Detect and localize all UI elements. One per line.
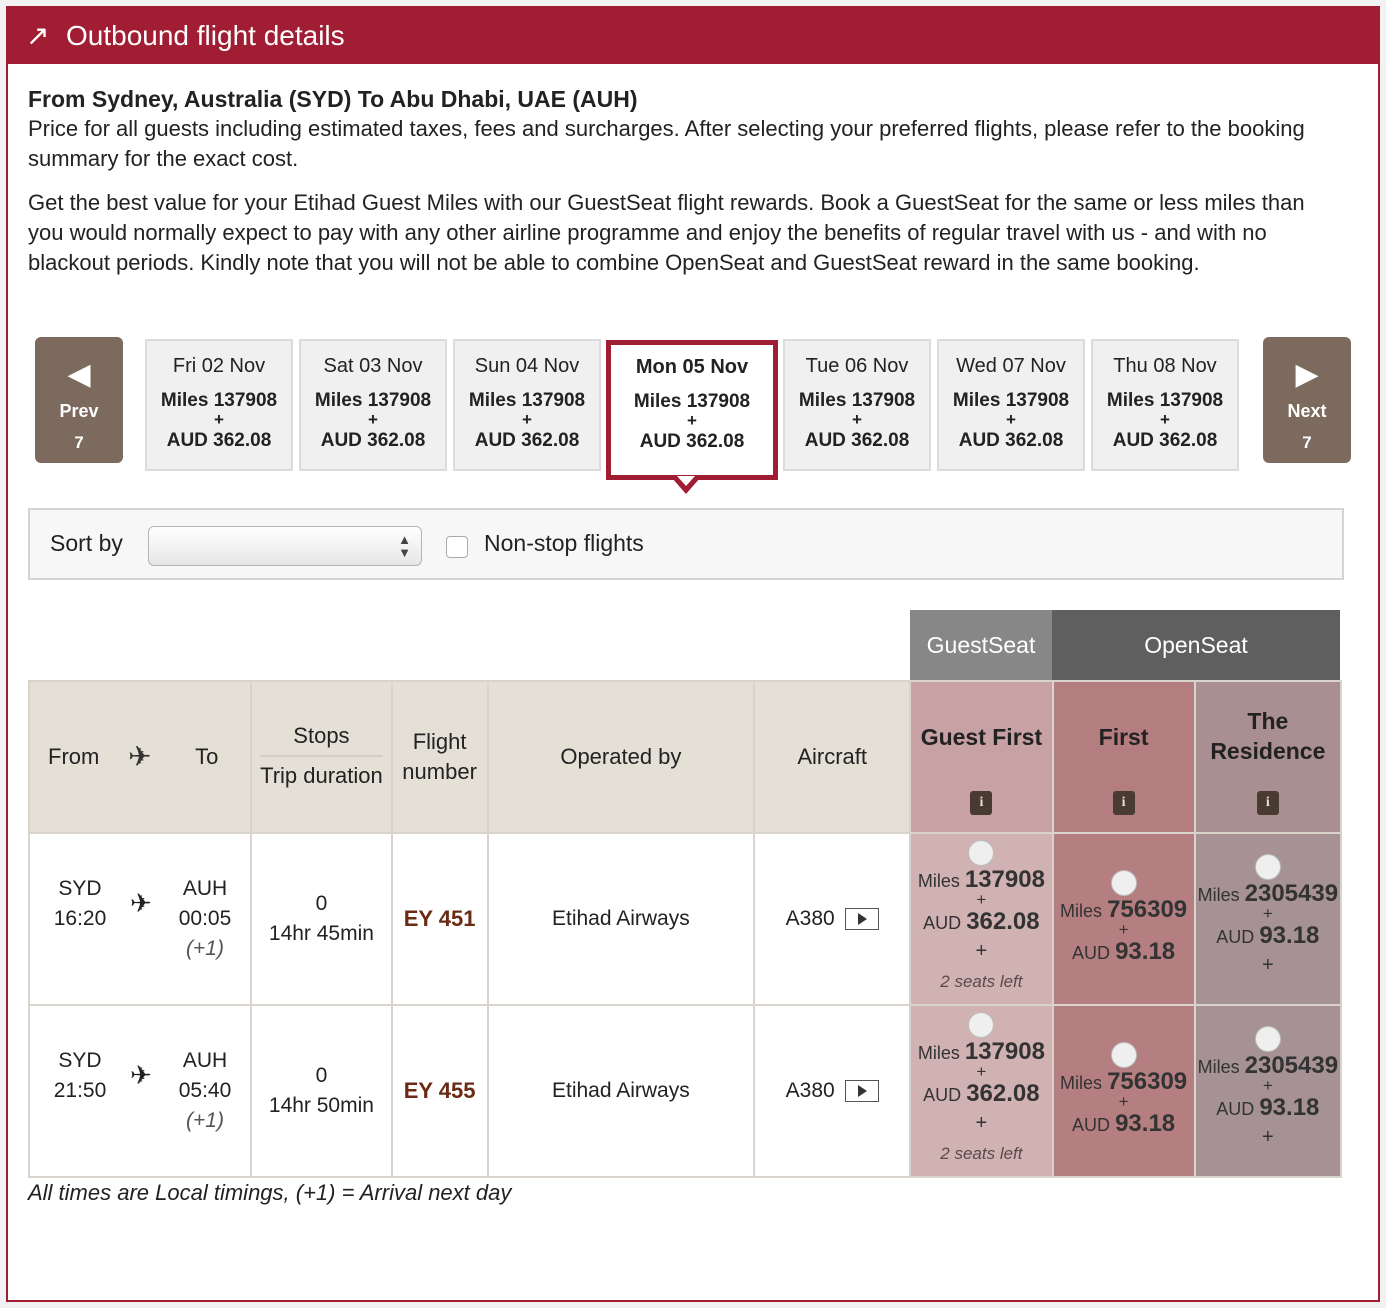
panel-title: Outbound flight details <box>66 20 345 51</box>
fare-radio[interactable] <box>1255 854 1281 880</box>
origin-code: SYD <box>58 1049 102 1072</box>
table-row <box>29 1005 1341 1177</box>
panel-header <box>8 8 1378 64</box>
seats-left: 2 seats left <box>940 972 1023 991</box>
prev-count: 7 <box>74 433 84 452</box>
fare-radio[interactable] <box>968 1012 994 1038</box>
fare-aud: 362.08 <box>966 1080 1040 1107</box>
date-miles: Miles 137908 <box>160 390 278 411</box>
next-day-marker: (+1) <box>186 1109 224 1132</box>
table-header-row <box>29 681 1341 833</box>
timing-footnote: All times are Local timings, (+1) = Arrival next day <box>28 1180 512 1205</box>
fare-radio[interactable] <box>1111 1042 1137 1068</box>
aircraft-cell <box>754 833 910 1005</box>
first-fare-cell[interactable]: Miles 756309 + AUD 93.18 <box>1053 1005 1195 1177</box>
guest-first-fare-cell[interactable]: Miles 137908 + AUD 362.08 + 2 seats left <box>910 1005 1052 1177</box>
plane-icon: ✈ <box>130 888 152 918</box>
destination-code: AUH <box>182 1049 228 1072</box>
date-aud: AUD 362.08 <box>804 430 910 451</box>
aircraft-type: A380 <box>785 1079 835 1102</box>
flights-table <box>28 680 1342 1178</box>
guestseat-group-header: GuestSeat <box>910 610 1052 680</box>
fare-radio[interactable] <box>1255 1026 1281 1052</box>
prev-label: Prev <box>59 401 99 421</box>
date-plus: + <box>1160 410 1170 429</box>
fare-miles: 2305439 <box>1244 880 1339 907</box>
next-count: 7 <box>1302 433 1312 452</box>
info-icon[interactable]: i <box>1113 791 1135 815</box>
date-plus: + <box>1006 410 1016 429</box>
prev-dates-button[interactable] <box>35 337 123 463</box>
chevron-right-icon: ▶ <box>1295 358 1319 391</box>
sort-select[interactable] <box>148 526 422 566</box>
info-icon[interactable]: i <box>970 791 992 815</box>
depart-time: 21:50 <box>53 1079 107 1102</box>
col-from: From <box>48 744 100 769</box>
chevron-left-icon: ◀ <box>67 358 91 391</box>
aircraft-type: A380 <box>785 907 835 930</box>
col-stops: Stops <box>260 723 382 757</box>
arrive-time: 05:40 <box>178 1079 232 1102</box>
date-label: Mon 05 Nov <box>635 356 749 378</box>
date-label: Wed 07 Nov <box>956 355 1066 377</box>
residence-fare-cell[interactable]: Miles 2305439 + AUD 93.18 + <box>1195 1005 1341 1177</box>
date-tab-sun-04[interactable] <box>453 339 601 471</box>
first-label: First <box>1098 724 1149 750</box>
sort-label: Sort by <box>50 530 123 556</box>
col-flight-number: Flight number <box>392 681 488 833</box>
stops-cell <box>251 833 391 1005</box>
date-miles: Miles 137908 <box>798 390 916 411</box>
guest-first-label: Guest First <box>920 724 1043 750</box>
flight-number-cell <box>392 833 488 1005</box>
intro-text <box>28 84 1344 278</box>
duration-value: 14hr 50min <box>268 1094 374 1117</box>
fare-miles: 756309 <box>1107 896 1188 923</box>
fare-aud: 93.18 <box>1259 1094 1320 1121</box>
date-miles: Miles 137908 <box>468 390 586 411</box>
fare-aud: 93.18 <box>1259 922 1320 949</box>
date-tab-thu-08[interactable] <box>1091 339 1239 471</box>
fare-miles: 2305439 <box>1244 1052 1339 1079</box>
date-plus: + <box>687 411 697 430</box>
stops-value: 0 <box>315 1064 328 1087</box>
arrow-up-right-icon: ↗ <box>26 20 50 51</box>
operator-cell: Etihad Airways <box>488 833 754 1005</box>
fare-miles: 137908 <box>964 1038 1045 1065</box>
residence-label: The Residence <box>1210 708 1326 764</box>
date-tab-mon-05-selected[interactable] <box>606 340 778 480</box>
date-tab-tue-06[interactable] <box>783 339 931 471</box>
date-plus: + <box>522 410 532 429</box>
aircraft-cell <box>754 1005 910 1177</box>
fare-miles: 756309 <box>1107 1068 1188 1095</box>
seats-left: 2 seats left <box>940 1144 1023 1163</box>
plane-icon: ✈ <box>130 1060 152 1090</box>
date-miles: Miles 137908 <box>1106 390 1224 411</box>
guestseat-note: Get the best value for your Etihad Guest Miles with our GuestSeat flight rewards. Book a GuestSeat for the same or less miles than you would normally expect to pay with any other airline programme and enjoy the benefits of regular travel with us - and with no blackout periods. Kindly note that you will not be able to combine OpenSeat and GuestSeat reward in the same booking. <box>28 190 1305 275</box>
price-note: Price for all guests including estimated taxes, fees and surcharges. After selecting your preferred flights, please refer to the booking summary for the exact cost. <box>28 116 1305 171</box>
next-label: Next <box>1287 401 1327 421</box>
openseat-group-header: OpenSeat <box>1052 610 1340 680</box>
fare-aud: 93.18 <box>1115 938 1176 965</box>
play-icon[interactable] <box>845 1080 879 1102</box>
fare-aud: 93.18 <box>1115 1110 1176 1137</box>
date-plus: + <box>368 410 378 429</box>
date-miles: Miles 137908 <box>633 391 751 412</box>
plane-icon: ✈ <box>128 741 152 772</box>
date-miles: Miles 137908 <box>314 390 432 411</box>
date-tab-fri-02[interactable] <box>145 339 293 471</box>
date-plus: + <box>214 410 224 429</box>
date-label: Tue 06 Nov <box>805 355 909 377</box>
col-operated-by: Operated by <box>488 681 754 833</box>
col-stops-duration <box>251 681 391 833</box>
origin-code: SYD <box>58 877 102 900</box>
fare-miles: 137908 <box>964 866 1045 893</box>
selected-date-pointer-inner <box>677 476 695 486</box>
route-cell <box>29 833 251 1005</box>
date-label: Thu 08 Nov <box>1113 355 1217 377</box>
col-guest-first <box>910 681 1052 833</box>
date-aud: AUD 362.08 <box>1112 430 1218 451</box>
nonstop-checkbox[interactable] <box>446 536 468 558</box>
date-aud: AUD 362.08 <box>474 430 580 451</box>
col-to: To <box>195 744 219 769</box>
select-arrows-icon: ▲ ▼ <box>398 532 411 560</box>
fare-radio[interactable] <box>968 840 994 866</box>
guest-first-fare-cell[interactable]: Miles 137908 + AUD 362.08 + 2 seats left <box>910 833 1052 1005</box>
fare-radio[interactable] <box>1111 870 1137 896</box>
sort-filter-bar <box>28 508 1344 580</box>
date-aud: AUD 362.08 <box>639 431 745 452</box>
duration-value: 14hr 45min <box>268 922 374 945</box>
date-label: Sat 03 Nov <box>323 355 423 377</box>
first-fare-cell[interactable]: Miles 756309 + AUD 93.18 <box>1053 833 1195 1005</box>
nonstop-label[interactable]: Non-stop flights <box>484 530 644 556</box>
date-aud: AUD 362.08 <box>166 430 272 451</box>
col-trip-duration: Trip duration <box>260 763 383 788</box>
destination-code: AUH <box>182 877 228 900</box>
date-aud: AUD 362.08 <box>320 430 426 451</box>
date-tab-wed-07[interactable] <box>937 339 1085 471</box>
col-residence <box>1195 681 1341 833</box>
flight-number: EY 451 <box>403 906 476 931</box>
depart-time: 16:20 <box>53 907 107 930</box>
play-icon[interactable] <box>845 908 879 930</box>
route-cell <box>29 1005 251 1177</box>
stops-cell <box>251 1005 391 1177</box>
arrive-time: 00:05 <box>178 907 232 930</box>
residence-fare-cell[interactable]: Miles 2305439 + AUD 93.18 + <box>1195 833 1341 1005</box>
flight-number: EY 455 <box>403 1078 476 1103</box>
operator-cell: Etihad Airways <box>488 1005 754 1177</box>
date-tab-sat-03[interactable] <box>299 339 447 471</box>
table-row <box>29 833 1341 1005</box>
fare-aud: 362.08 <box>966 908 1040 935</box>
next-dates-button[interactable] <box>1263 337 1351 463</box>
next-day-marker: (+1) <box>186 937 224 960</box>
route-title: From Sydney, Australia (SYD) To Abu Dhabi, UAE (AUH) <box>28 86 638 112</box>
date-aud: AUD 362.08 <box>958 430 1064 451</box>
stops-value: 0 <box>315 892 328 915</box>
info-icon[interactable]: i <box>1257 791 1279 815</box>
date-plus: + <box>852 410 862 429</box>
col-aircraft: Aircraft <box>754 681 910 833</box>
date-label: Sun 04 Nov <box>474 355 580 377</box>
date-label: Fri 02 Nov <box>172 355 266 377</box>
col-from-to <box>29 681 251 833</box>
date-miles: Miles 137908 <box>952 390 1070 411</box>
flight-number-cell <box>392 1005 488 1177</box>
col-first <box>1053 681 1195 833</box>
